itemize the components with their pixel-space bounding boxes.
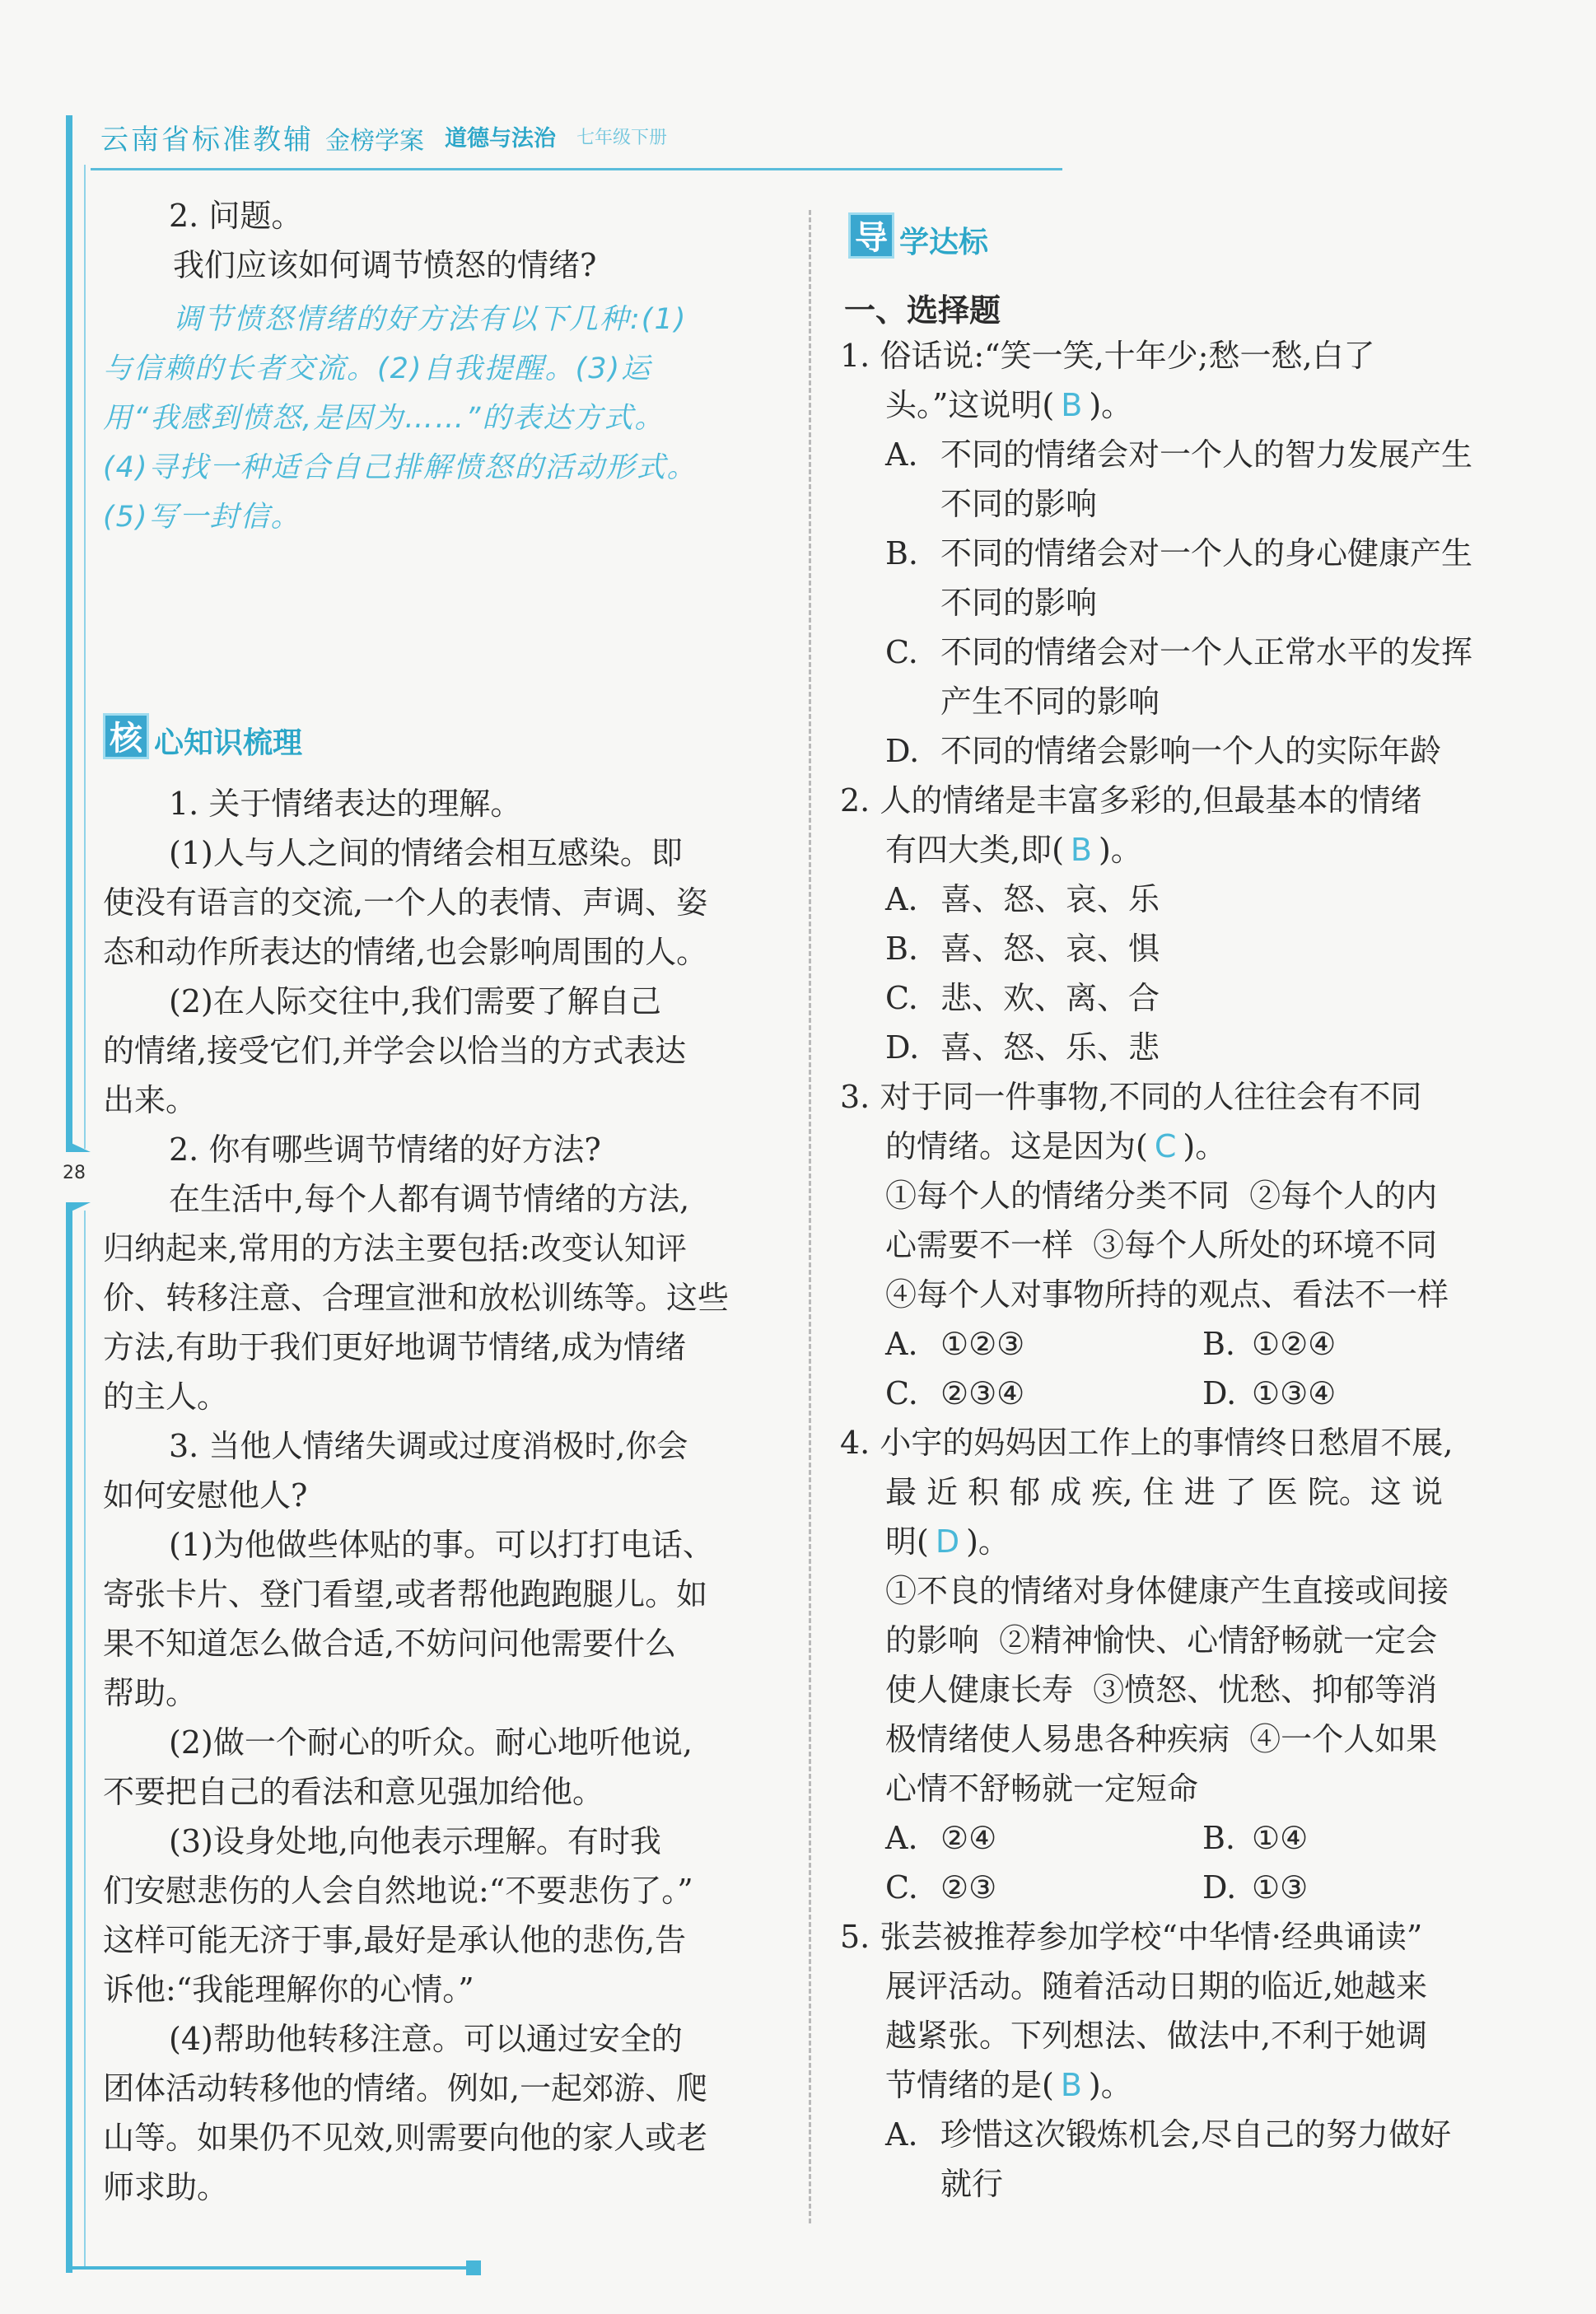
option-label: D. bbox=[1202, 1869, 1237, 1906]
option-text: ①④ bbox=[1252, 1820, 1309, 1856]
question-1-line: 1. 俗话说:“笑一笑,十年少;愁一愁,白了 bbox=[840, 338, 1375, 374]
option-label: B. bbox=[885, 931, 919, 967]
option-label: D. bbox=[885, 1029, 920, 1066]
stem-text: 头。”这说明( bbox=[885, 387, 1055, 423]
question-3-stem bbox=[885, 1122, 1226, 1171]
section-icon: 核 bbox=[103, 713, 149, 759]
item-line: (1)为他做些体贴的事。可以打打电话、 bbox=[169, 1527, 714, 1563]
question-5-line: 越紧张。下列想法、做法中,不利于她调 bbox=[885, 2018, 1428, 2054]
option-text: ①②③ bbox=[940, 1326, 1025, 1362]
section-title: 心知识梳理 bbox=[154, 726, 303, 760]
option-text: 悲、欢、离、合 bbox=[940, 980, 1160, 1016]
option-text: 产生不同的影响 bbox=[940, 683, 1160, 720]
option-label: C. bbox=[885, 980, 918, 1016]
subject-name: 道德与法治 bbox=[445, 126, 556, 152]
option-label: B. bbox=[1202, 1820, 1236, 1856]
option-text: 不同的情绪会影响一个人的实际年龄 bbox=[940, 733, 1442, 769]
part-title: 一、选择题 bbox=[844, 292, 1001, 329]
stem-text: 节情绪的是( bbox=[885, 2067, 1054, 2103]
option-text: 珍惜这次锻炼机会,尽自己的努力做好 bbox=[940, 2116, 1452, 2153]
item-line: 这样可能无济于事,最好是承认他的悲伤,告 bbox=[103, 1922, 687, 1958]
item-line: 诉他:“我能理解你的心情。” bbox=[103, 1971, 474, 2008]
statement-line: 极情绪使人易患各种疾病 ④一个人如果 bbox=[885, 1721, 1438, 1757]
section-icon: 导 bbox=[848, 212, 894, 259]
column-divider bbox=[809, 210, 811, 2223]
item-line: 如何安慰他人? bbox=[103, 1477, 308, 1514]
option-text: ①③④ bbox=[1252, 1375, 1337, 1411]
answer-fill: B bbox=[1070, 832, 1092, 868]
option-text: 不同的影响 bbox=[940, 585, 1098, 621]
item-line: (2)做一个耐心的听众。耐心地听他说, bbox=[169, 1724, 693, 1761]
stem-tail: )。 bbox=[966, 1523, 1010, 1560]
option-label: D. bbox=[1202, 1375, 1237, 1411]
option-label: B. bbox=[885, 535, 919, 572]
item-line: (2)在人际交往中,我们需要了解自己 bbox=[169, 983, 661, 1019]
item-heading: 1. 关于情绪表达的理解。 bbox=[169, 786, 522, 822]
brand-name: 金榜学案 bbox=[325, 127, 424, 156]
option-text: ②③ bbox=[940, 1869, 997, 1906]
answer-fill: B bbox=[1060, 2067, 1082, 2103]
item-line: 不要把自己的看法和意见强加给他。 bbox=[103, 1774, 604, 1810]
page-header bbox=[91, 114, 1062, 163]
item-line: 果不知道怎么做合适,不妨问问他需要什么 bbox=[103, 1626, 677, 1662]
option-text: 不同的情绪会对一个人正常水平的发挥 bbox=[940, 634, 1473, 670]
statement-line: 心情不舒畅就一定短命 bbox=[885, 1770, 1199, 1807]
question-text: 我们应该如何调节愤怒的情绪? bbox=[173, 247, 597, 283]
option-label: A. bbox=[885, 881, 918, 917]
stem-tail: )。 bbox=[1183, 1128, 1227, 1164]
option-label: A. bbox=[885, 436, 918, 473]
item-line: 在生活中,每个人都有调节情绪的方法, bbox=[169, 1181, 690, 1217]
question-5-line: 展评活动。随着活动日期的临近,她越来 bbox=[885, 1968, 1428, 2004]
option-label: A. bbox=[885, 1326, 918, 1362]
item-line: 师求助。 bbox=[103, 2169, 229, 2205]
answer-line: 调节愤怒情绪的好方法有以下几种:(1) bbox=[173, 303, 688, 336]
option-label: A. bbox=[885, 2116, 918, 2153]
item-line: 们安慰悲伤的人会自然地说:“不要悲伤了。” bbox=[103, 1873, 693, 1909]
option-label: C. bbox=[885, 1869, 918, 1906]
stem-tail: )。 bbox=[1089, 387, 1133, 423]
left-border-thin bbox=[84, 1211, 86, 2269]
item-line: (3)设身处地,向他表示理解。有时我 bbox=[169, 1823, 661, 1859]
left-border-rail bbox=[66, 1211, 72, 2273]
item-line: 态和动作所表达的情绪,也会影响周围的人。 bbox=[103, 934, 708, 970]
option-label: C. bbox=[885, 634, 918, 670]
item-line: (1)人与人之间的情绪会相互感染。即 bbox=[169, 835, 683, 871]
stem-text: 明( bbox=[885, 1523, 929, 1560]
option-text: 喜、怒、哀、乐 bbox=[940, 881, 1160, 917]
option-text: 不同的情绪会对一个人的智力发展产生 bbox=[940, 436, 1473, 473]
answer-fill: B bbox=[1061, 387, 1083, 423]
item-line: 帮助。 bbox=[103, 1675, 198, 1711]
option-label: C. bbox=[885, 1375, 918, 1411]
statement-line: ④每个人对事物所持的观点、看法不一样 bbox=[885, 1276, 1449, 1313]
question-4-line: 4. 小宇的妈妈因工作上的事情终日愁眉不展, bbox=[840, 1425, 1454, 1461]
question-2-line: 2. 人的情绪是丰富多彩的,但最基本的情绪 bbox=[840, 782, 1422, 819]
item-line: 团体活动转移他的情绪。例如,一起郊游、爬 bbox=[103, 2070, 708, 2106]
item-line: (4)帮助他转移注意。可以通过安全的 bbox=[169, 2021, 683, 2057]
option-text: 不同的情绪会对一个人的身心健康产生 bbox=[940, 535, 1473, 572]
question-1-stem bbox=[885, 380, 1132, 430]
item-line: 归纳起来,常用的方法主要包括:改变认知评 bbox=[103, 1230, 687, 1267]
question-5-line: 5. 张芸被推荐参加学校“中华情·经典诵读” bbox=[840, 1919, 1423, 1955]
option-label: B. bbox=[1202, 1326, 1236, 1362]
option-text: 喜、怒、哀、惧 bbox=[940, 931, 1160, 967]
stem-tail: )。 bbox=[1088, 2067, 1132, 2103]
option-text: 喜、怒、乐、悲 bbox=[940, 1029, 1160, 1066]
option-text: 就行 bbox=[940, 2166, 1004, 2202]
item-heading: 3. 当他人情绪失调或过度消极时,你会 bbox=[169, 1428, 688, 1464]
question-4-stem bbox=[885, 1517, 1010, 1566]
option-label: D. bbox=[885, 733, 920, 769]
question-2-stem bbox=[885, 825, 1142, 875]
grade-label: 七年级下册 bbox=[576, 128, 668, 148]
answer-fill: D bbox=[935, 1523, 960, 1560]
item-line: 方法,有助于我们更好地调节情绪,成为情绪 bbox=[103, 1329, 687, 1365]
option-text: ②③④ bbox=[940, 1375, 1025, 1411]
item-line: 使没有语言的交流,一个人的表情、声调、姿 bbox=[103, 884, 708, 921]
footer-square bbox=[466, 2260, 481, 2275]
item-heading: 2. 你有哪些调节情绪的好方法? bbox=[169, 1131, 601, 1168]
option-text: ①③ bbox=[1252, 1869, 1309, 1906]
item-line: 出来。 bbox=[103, 1082, 198, 1118]
option-text: ②④ bbox=[940, 1820, 997, 1856]
stem-text: 有四大类,即( bbox=[885, 832, 1064, 868]
answer-line: (5)写一封信。 bbox=[103, 501, 301, 534]
statement-line: 使人健康长寿 ③愤怒、忧愁、抑郁等消 bbox=[885, 1672, 1438, 1708]
option-text: ①②④ bbox=[1252, 1326, 1337, 1362]
item-line: 寄张卡片、登门看望,或者帮他跑跑腿儿。如 bbox=[103, 1576, 708, 1612]
series-title: 云南省标准教辅 bbox=[100, 124, 314, 156]
left-border-thin bbox=[84, 165, 86, 1149]
option-text: 不同的影响 bbox=[940, 486, 1098, 522]
question-4-line: 最 近 积 郁 成 疾, 住 进 了 医 院。这 说 bbox=[885, 1474, 1443, 1510]
section-title: 学达标 bbox=[899, 226, 989, 259]
statement-line: 的影响 ②精神愉快、心情舒畅就一定会 bbox=[885, 1622, 1438, 1659]
statement-line: ①不良的情绪对身体健康产生直接或间接 bbox=[885, 1573, 1449, 1609]
item-line: 的情绪,接受它们,并学会以恰当的方式表达 bbox=[103, 1033, 687, 1069]
left-border-rail bbox=[66, 115, 72, 1149]
statement-line: ①每个人的情绪分类不同 ②每个人的内 bbox=[885, 1178, 1438, 1214]
question-title: 2. 问题。 bbox=[169, 198, 303, 234]
item-line: 山等。如果仍不见效,则需要向他的家人或老 bbox=[103, 2120, 708, 2156]
stem-tail: )。 bbox=[1098, 832, 1142, 868]
footer-rule bbox=[66, 2266, 469, 2270]
page-number: 28 bbox=[63, 1163, 86, 1183]
header-rule bbox=[91, 168, 1062, 170]
answer-line: 与信赖的长者交流。(2)自我提醒。(3)运 bbox=[103, 352, 652, 385]
statement-line: 心需要不一样 ③每个人所处的环境不同 bbox=[885, 1227, 1438, 1263]
item-line: 的主人。 bbox=[103, 1379, 229, 1415]
answer-line: 用“我感到愤怒,是因为……”的表达方式。 bbox=[103, 402, 665, 435]
question-3-line: 3. 对于同一件事物,不同的人往往会有不同 bbox=[840, 1079, 1422, 1115]
answer-line: (4)寻找一种适合自己排解愤怒的活动形式。 bbox=[103, 451, 698, 484]
option-label: A. bbox=[885, 1820, 918, 1856]
question-5-stem bbox=[885, 2060, 1132, 2110]
stem-text: 的情绪。这是因为( bbox=[885, 1128, 1148, 1164]
answer-fill: C bbox=[1154, 1128, 1177, 1164]
item-line: 价、转移注意、合理宣泄和放松训练等。这些 bbox=[103, 1280, 730, 1316]
